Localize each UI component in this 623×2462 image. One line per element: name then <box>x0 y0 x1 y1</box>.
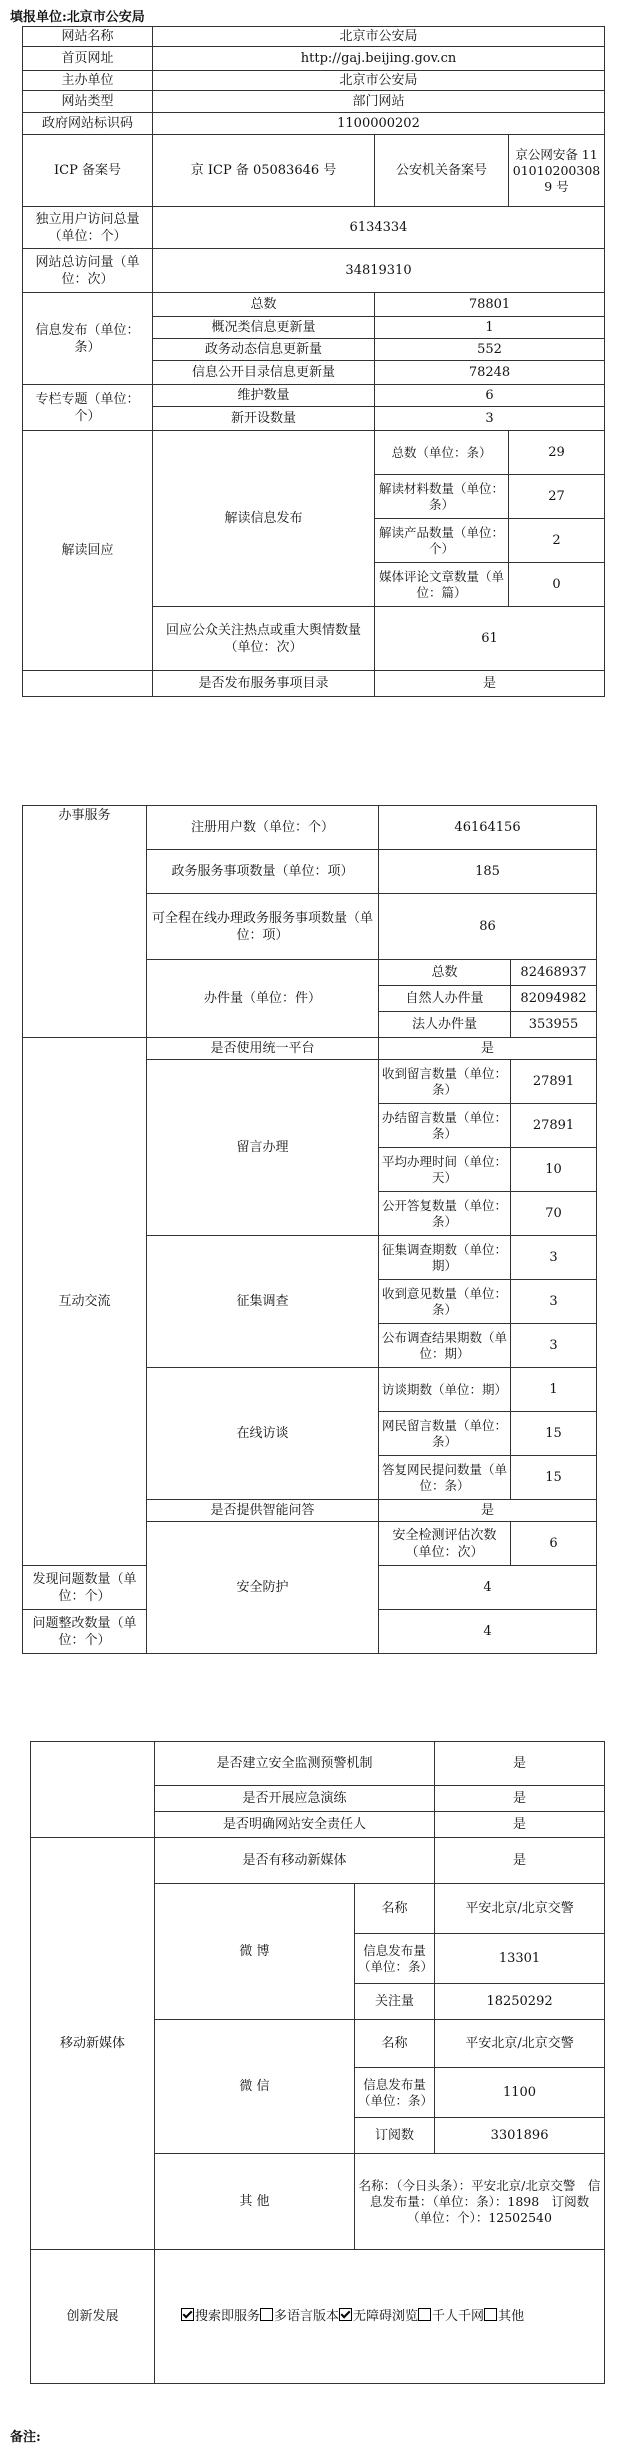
cell-label: 可全程在线办理政务服务事项数量（单位：项） <box>147 894 379 960</box>
message-label: 留言办理 <box>147 1060 379 1236</box>
interview-netizen: 15 <box>511 1412 597 1456</box>
unchecked-box-icon <box>260 2308 273 2321</box>
cell-label: 平均办理时间（单位：天） <box>379 1148 511 1192</box>
site-basic-table <box>22 26 605 697</box>
service-catalog-value: 是 <box>375 671 605 697</box>
cell-label: 网站名称 <box>23 27 153 47</box>
psb-number: 京公网安备 11010102003089 号 <box>509 135 605 207</box>
interpret-release-label: 解读信息发布 <box>153 431 375 607</box>
cell-label: 是否发布服务事项目录 <box>153 671 375 697</box>
special-maintain: 6 <box>375 385 605 407</box>
cell-label: 名称 <box>355 2020 435 2068</box>
cell-label: 是否使用统一平台 <box>147 1038 379 1060</box>
cell-label: 回应公众关注热点或重大舆情数量（单位：次） <box>153 607 375 671</box>
info-total: 78801 <box>375 293 605 317</box>
cell-label: 维护数量 <box>153 385 375 407</box>
option-multilingual: 多语言版本 <box>260 2309 339 2324</box>
cell-label: 订阅数 <box>355 2118 435 2154</box>
cell-label: 公安机关备案号 <box>375 135 509 207</box>
cell-label: 关注量 <box>355 1984 435 2020</box>
services-online: 86 <box>379 894 597 960</box>
cell-label: 解读材料数量（单位：条） <box>375 475 509 519</box>
msg-received: 27891 <box>511 1060 597 1104</box>
filing-unit-label: 填报单位:北京市公安局 <box>10 10 145 25</box>
cell-label: 信息发布量（单位：条） <box>355 1934 435 1984</box>
page-views: 34819310 <box>153 249 605 293</box>
cell-label: 自然人办件量 <box>379 986 511 1012</box>
weibo-label: 微 博 <box>155 1884 355 2020</box>
cell-label: 解读产品数量（单位：个） <box>375 519 509 563</box>
wechat-sub: 3301896 <box>435 2118 605 2154</box>
cell-label: 征集调查期数（单位：期） <box>379 1236 511 1280</box>
option-accessibility: 无障碍浏览 <box>339 2309 418 2324</box>
interview-label: 在线访谈 <box>147 1368 379 1500</box>
weibo-posts: 13301 <box>435 1934 605 1984</box>
cell-label: 网站总访问量（单位：次） <box>23 249 153 293</box>
site-type: 部门网站 <box>153 91 605 113</box>
interpret-label: 解读回应 <box>23 431 153 671</box>
cell-label: 是否有移动新媒体 <box>155 1838 435 1884</box>
security-found: 4 <box>379 1566 597 1610</box>
cell-label: 注册用户数（单位：个） <box>147 806 379 850</box>
security-fixed: 4 <box>379 1610 597 1654</box>
cell-label: 安全检测评估次数（单位：次） <box>379 1522 511 1566</box>
wechat-name: 平安北京/北京交警 <box>435 2020 605 2068</box>
checked-box-icon <box>181 2308 194 2321</box>
cell-label: 独立用户访问总量（单位：个） <box>23 207 153 249</box>
unchecked-box-icon <box>484 2308 497 2321</box>
info-dynamic: 552 <box>375 339 605 361</box>
cell-label: 政务服务事项数量（单位：项） <box>147 850 379 894</box>
interaction-label: 互动交流 <box>23 1038 147 1566</box>
cell-label: 问题整改数量（单位：个） <box>23 1610 147 1654</box>
security-mobile-table <box>30 1741 605 2384</box>
msg-done: 27891 <box>511 1104 597 1148</box>
msg-reply: 70 <box>511 1192 597 1236</box>
cell-label: 是否开展应急演练 <box>155 1786 435 1812</box>
cell-label: 总数 <box>153 293 375 317</box>
home-url: http://gaj.beijing.gov.cn <box>153 47 605 71</box>
handled-legal: 353955 <box>511 1012 597 1038</box>
interview-count: 1 <box>511 1368 597 1412</box>
innovation-options <box>155 2250 605 2384</box>
weibo-follow: 18250292 <box>435 1984 605 2020</box>
cell-label: 总数（单位：条） <box>375 431 509 475</box>
person-value: 是 <box>435 1812 605 1838</box>
cell-label: 信息发布量（单位：条） <box>355 2068 435 2118</box>
interpret-material: 27 <box>509 475 605 519</box>
cell-label: 新开设数量 <box>153 407 375 431</box>
security-label: 安全防护 <box>147 1522 379 1654</box>
other-label: 其 他 <box>155 2154 355 2250</box>
interpret-media: 0 <box>509 563 605 607</box>
cell-label: 发现问题数量（单位：个） <box>23 1566 147 1610</box>
info-overview: 1 <box>375 317 605 339</box>
interview-answer: 15 <box>511 1456 597 1500</box>
weibo-name: 平安北京/北京交警 <box>435 1884 605 1934</box>
handled-natural: 82094982 <box>511 986 597 1012</box>
cell-label: 主办单位 <box>23 71 153 91</box>
site-code: 1100000202 <box>153 113 605 135</box>
option-search-service: 搜索即服务 <box>181 2309 260 2324</box>
special-new: 3 <box>375 407 605 431</box>
cell-label: 办结留言数量（单位：条） <box>379 1104 511 1148</box>
cell-label: 名称 <box>355 1884 435 1934</box>
checked-box-icon <box>339 2308 352 2321</box>
sponsor: 北京市公安局 <box>153 71 605 91</box>
interpret-product: 2 <box>509 519 605 563</box>
survey-label: 征集调查 <box>147 1236 379 1368</box>
site-name: 北京市公安局 <box>153 27 605 47</box>
services-items: 185 <box>379 850 597 894</box>
cell-label: 公布调查结果期数（单位：期） <box>379 1324 511 1368</box>
services-users: 46164156 <box>379 806 597 850</box>
cell-label: 总数 <box>379 960 511 986</box>
interpret-respond: 61 <box>375 607 605 671</box>
cell-label: 首页网址 <box>23 47 153 71</box>
handled-total: 82468937 <box>511 960 597 986</box>
cell-label: 答复网民提问数量（单位：条） <box>379 1456 511 1500</box>
unique-visitors: 6134334 <box>153 207 605 249</box>
cell-label: ICP 备案号 <box>23 135 153 207</box>
option-other: 其他 <box>484 2309 524 2324</box>
cell-label: 网民留言数量（单位：条） <box>379 1412 511 1456</box>
smart-value: 是 <box>379 1500 597 1522</box>
cell-label: 媒体评论文章数量（单位：篇） <box>375 563 509 607</box>
platform-value: 是 <box>379 1038 597 1060</box>
innovation-label: 创新发展 <box>31 2250 155 2384</box>
cell-label: 是否明确网站安全责任人 <box>155 1812 435 1838</box>
cell-label: 办件量（单位：件） <box>147 960 379 1038</box>
cell-label: 访谈期数（单位：期） <box>379 1368 511 1412</box>
cell-label: 公开答复数量（单位：条） <box>379 1192 511 1236</box>
cell-label: 收到留言数量（单位：条） <box>379 1060 511 1104</box>
other-text: 名称：（今日头条）：平安北京/北京交警 信息发布量：（单位：条）：1898 订阅数（单位：个）：12502540 <box>355 2154 605 2250</box>
msg-avg: 10 <box>511 1148 597 1192</box>
unchecked-box-icon <box>418 2308 431 2321</box>
cell-label: 是否提供智能问答 <box>147 1500 379 1522</box>
interpret-total: 29 <box>509 431 605 475</box>
special-label: 专栏专题（单位：个） <box>23 385 153 431</box>
cell-label: 是否建立安全监测预警机制 <box>155 1742 435 1786</box>
wechat-label: 微 信 <box>155 2020 355 2154</box>
survey-count: 3 <box>511 1236 597 1280</box>
mobile-label: 移动新媒体 <box>31 1838 155 2250</box>
survey-result: 3 <box>511 1324 597 1368</box>
cell-label: 收到意见数量（单位：条） <box>379 1280 511 1324</box>
cell-label: 法人办件量 <box>379 1012 511 1038</box>
cell-label: 政府网站标识码 <box>23 113 153 135</box>
wechat-posts: 1100 <box>435 2068 605 2118</box>
mobile-has: 是 <box>435 1838 605 1884</box>
warning-value: 是 <box>435 1742 605 1786</box>
remarks-label: 备注: <box>10 2430 41 2445</box>
option-personalized: 千人千网 <box>418 2309 484 2324</box>
info-release-label: 信息发布（单位：条） <box>23 293 153 385</box>
cell-label: 网站类型 <box>23 91 153 113</box>
drill-value: 是 <box>435 1786 605 1812</box>
survey-opinion: 3 <box>511 1280 597 1324</box>
services-label: 办事服务 <box>23 806 147 1038</box>
security-eval: 6 <box>511 1522 597 1566</box>
cell-label: 概况类信息更新量 <box>153 317 375 339</box>
icp-number: 京 ICP 备 05083646 号 <box>153 135 375 207</box>
cell-label: 信息公开目录信息更新量 <box>153 361 375 385</box>
cell-label: 政务动态信息更新量 <box>153 339 375 361</box>
service-interaction-table <box>22 805 597 1654</box>
info-catalog: 78248 <box>375 361 605 385</box>
